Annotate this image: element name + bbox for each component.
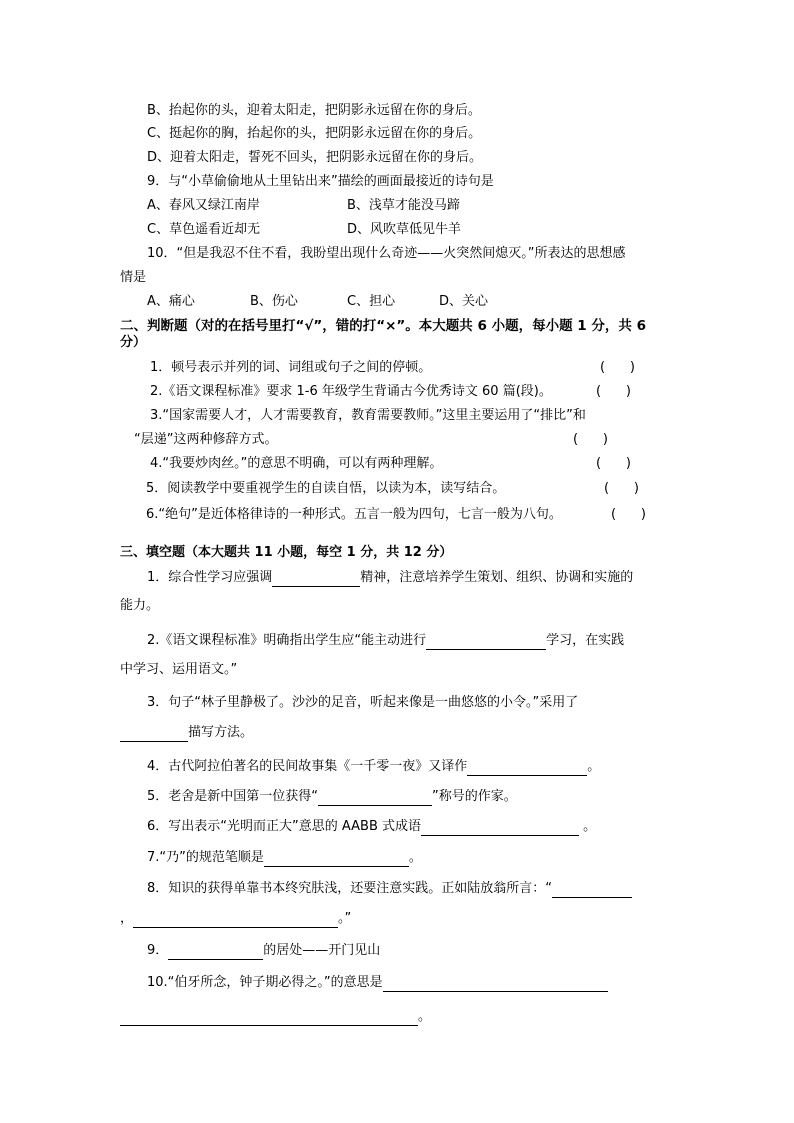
option-a: A、春风又绿江南岸 xyxy=(147,198,260,213)
text: ， xyxy=(120,911,134,926)
option-b: B、伤心 xyxy=(250,294,298,309)
text: 的居处——开门见山 xyxy=(263,943,381,958)
text: 。 xyxy=(579,819,597,834)
fill-q2-cont: 中学习、运用语文。” xyxy=(120,662,238,677)
fill-q8-cont xyxy=(120,910,351,928)
choice-q8-option-c: C、挺起你的胸，抬起你的头，把阴影永远留在你的身后。 xyxy=(147,126,482,141)
judge-item-2: 2.《语文课程标准》要求 1-6 年级学生背诵古今优秀诗文 60 篇(段)。 xyxy=(150,384,552,399)
choice-q8-option-d: D、迎着太阳走，誓死不回头，把阴影永远留在你的身后。 xyxy=(147,150,483,165)
choice-q10-stem: 10．“但是我忍不住不看，我盼望出现什么奇迹——火突然间熄灭。”所表达的思想感 xyxy=(147,246,626,261)
option-a: A、痛心 xyxy=(147,294,195,309)
text: 5．老舍是新中国第一位获得“ xyxy=(147,789,319,804)
fill-q8 xyxy=(147,880,632,898)
section3-title: 三、填空题（本大题共 11 小题，每空 1 分，共 12 分） xyxy=(120,545,453,560)
choice-q8-option-b: B、抬起你的头，迎着太阳走，把阴影永远留在你的身后。 xyxy=(147,103,481,118)
answer-blank[interactable] xyxy=(168,945,263,960)
text: 。 xyxy=(408,850,422,865)
text: 。 xyxy=(587,759,601,774)
answer-blank[interactable] xyxy=(264,852,409,867)
answer-blank[interactable] xyxy=(552,883,632,898)
answer-blank[interactable] xyxy=(120,727,188,742)
text: 学习，在实践 xyxy=(546,633,625,648)
section2-title: 二、判断题（对的在括号里打“√”，错的打“×”。本大题共 6 小题，每小题 1 分，共 6 xyxy=(120,318,646,334)
answer-blank[interactable] xyxy=(383,977,608,992)
choice-q10-stem-cont: 情是 xyxy=(120,270,147,285)
answer-blank[interactable] xyxy=(318,791,432,806)
option-d: D、风吹草低见牛羊 xyxy=(347,222,462,237)
judge-item-6: 6.“绝句”是近体格律诗的一种形式。五言一般为四句，七言一般为八句。 xyxy=(146,507,562,522)
fill-q4 xyxy=(147,758,600,776)
judge-item-3: 3.“国家需要人才，人才需要教育，教育需要教师。”这里主要运用了“排比”和 xyxy=(150,408,586,423)
judge-item-4: 4.“我要炒肉丝。”的意思不明确，可以有两种理解。 xyxy=(150,456,443,471)
answer-blank[interactable] xyxy=(467,761,587,776)
judge-item-5: 5．阅读教学中要重视学生的自读自悟，以读为本，读写结合。 xyxy=(146,481,506,496)
text: 。 xyxy=(418,1009,432,1024)
text: 7.“乃”的规范笔顺是 xyxy=(147,850,264,865)
answer-blank[interactable] xyxy=(133,913,338,928)
judge-item-1: 1．顿号表示并列的词、词组或句子之间的停顿。 xyxy=(150,360,432,375)
choice-q9-options-row1 xyxy=(147,197,460,215)
text: 6．写出表示“光明而正大”意思的 AABB 式成语 xyxy=(147,819,421,834)
fill-q6 xyxy=(147,818,596,836)
choice-q9-stem: 9．与“小草偷偷地从土里钻出来”描绘的画面最接近的诗句是 xyxy=(147,174,494,189)
fill-q10-cont xyxy=(120,1008,431,1026)
answer-paren[interactable]: ( ) xyxy=(573,432,608,447)
answer-blank[interactable] xyxy=(421,821,579,836)
text: 4．古代阿拉伯著名的民间故事集《一千零一夜》又译作 xyxy=(147,759,468,774)
answer-paren[interactable]: ( ) xyxy=(604,481,639,496)
text: 9． xyxy=(147,943,169,958)
text: ”称号的作家。 xyxy=(432,789,517,804)
answer-paren[interactable]: ( ) xyxy=(596,384,631,399)
fill-q1 xyxy=(147,569,633,587)
fill-q10 xyxy=(147,974,608,992)
option-b: B、浅草才能没马蹄 xyxy=(347,198,460,213)
fill-q3-cont xyxy=(120,724,253,742)
judge-item-3-cont: “层递”这两种修辞方式。 xyxy=(134,432,278,447)
fill-q5 xyxy=(147,788,517,806)
answer-blank[interactable] xyxy=(426,635,546,650)
fill-q9 xyxy=(147,942,380,960)
option-c: C、草色遥看近却无 xyxy=(147,222,261,237)
fill-q7 xyxy=(147,849,422,867)
answer-paren[interactable]: ( ) xyxy=(600,360,635,375)
answer-blank[interactable] xyxy=(272,572,360,587)
text: 精神，注意培养学生策划、组织、协调和实施的 xyxy=(360,570,634,585)
option-c: C、担心 xyxy=(347,294,396,309)
text: 2.《语文课程标准》明确指出学生应“能主动进行 xyxy=(147,633,427,648)
text: 10.“伯牙所念，钟子期必得之。”的意思是 xyxy=(147,975,383,990)
section2-title-cont: 分） xyxy=(120,335,147,350)
answer-blank[interactable] xyxy=(120,1011,418,1026)
option-d: D、关心 xyxy=(439,294,489,309)
text: 描写方法。 xyxy=(188,725,254,740)
text: 1．综合性学习应强调 xyxy=(147,570,273,585)
text: 8．知识的获得单靠书本终究肤浅，还要注意实践。正如陆放翁所言：“ xyxy=(147,881,553,896)
answer-paren[interactable]: ( ) xyxy=(611,507,646,522)
fill-q2 xyxy=(147,632,624,650)
answer-paren[interactable]: ( ) xyxy=(596,456,631,471)
fill-q1-cont: 能力。 xyxy=(120,598,160,613)
choice-q9-options-row2 xyxy=(147,221,461,239)
choice-q10-options xyxy=(147,293,488,311)
text: 。” xyxy=(338,911,352,926)
fill-q3: 3．句子“林子里静极了。沙沙的足音，听起来像是一曲悠悠的小令。”采用了 xyxy=(147,695,579,710)
